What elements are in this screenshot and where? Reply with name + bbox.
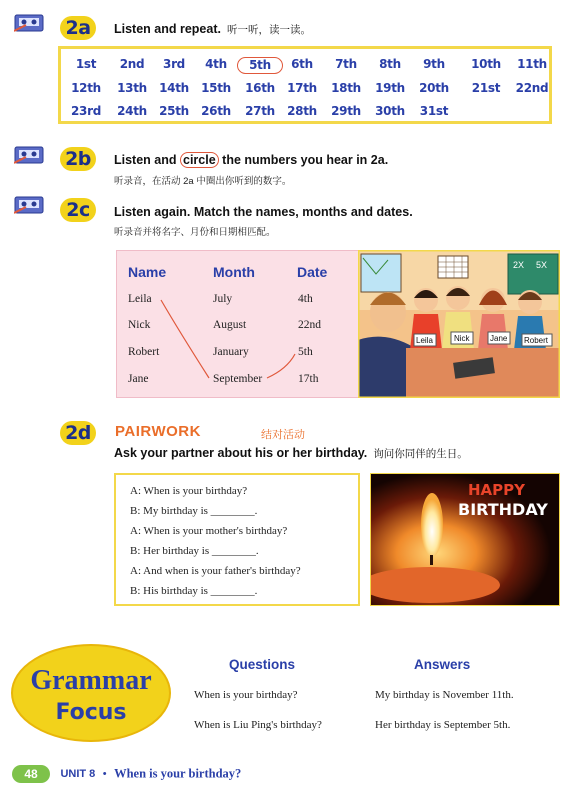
- name-robert: Robert: [128, 346, 160, 358]
- instruction-2d-text: Ask your partner about his or her birthday.: [114, 446, 368, 460]
- birthday-candle-photo: [370, 473, 560, 606]
- pairwork-title: PAIRWORK: [115, 423, 201, 440]
- month-september: September: [213, 373, 263, 385]
- date-4th: 4th: [298, 293, 313, 305]
- dialog-line: A: And when is your father's birthday?: [130, 565, 301, 577]
- date-17th: 17th: [298, 373, 319, 385]
- ordinal-number: 1st: [75, 57, 97, 71]
- ordinal-number: 11th: [517, 57, 547, 71]
- dialog-line: B: His birthday is ________.: [130, 585, 258, 597]
- name-leila: Leila: [128, 293, 152, 305]
- grammar-question: When is Liu Ping's birthday?: [194, 719, 322, 731]
- ordinal-number: 13th: [117, 81, 147, 95]
- date-5th: 5th: [298, 346, 313, 358]
- ordinal-number: 15th: [201, 81, 231, 95]
- section-badge-2d: 2d: [60, 421, 96, 445]
- classroom-illustration: [358, 250, 560, 398]
- ordinal-number: 25th: [159, 104, 189, 118]
- header-date: Date: [297, 264, 328, 280]
- cassette-icon: [14, 146, 44, 164]
- grammar-answer: Her birthday is September 5th.: [375, 719, 511, 731]
- ordinal-number: 7th: [335, 57, 357, 71]
- page-footer: [12, 765, 241, 787]
- ordinal-number: 26th: [201, 104, 231, 118]
- cassette-icon: [14, 14, 44, 32]
- grammar-question: When is your birthday?: [194, 689, 298, 701]
- ordinal-number: 14th: [159, 81, 189, 95]
- matching-lines: [117, 251, 361, 399]
- tag-leila: Leila: [416, 336, 433, 345]
- ordinal-number: 23rd: [70, 104, 101, 118]
- ordinal-number: 19th: [375, 81, 405, 95]
- matching-table: [116, 250, 360, 398]
- ordinal-number: 8th: [379, 57, 401, 71]
- section-badge-2c: 2c: [60, 198, 96, 222]
- page-number: 48: [12, 765, 50, 783]
- card-birthday: BIRTHDAY: [458, 500, 548, 519]
- tag-robert: Robert: [524, 336, 549, 345]
- ordinal-number: 24th: [117, 104, 147, 118]
- instruction-2b: [114, 153, 388, 167]
- ordinal-number: 29th: [331, 104, 361, 118]
- ordinal-number: 21st: [471, 81, 501, 95]
- ordinal-number: 12th: [71, 81, 101, 95]
- ordinal-number: 5th: [237, 57, 283, 74]
- dialog-line: A: When is your mother's birthday?: [130, 525, 288, 537]
- match-line-leila-september: [161, 300, 209, 378]
- dialog-line: B: My birthday is ________.: [130, 505, 258, 517]
- instruction-2b-part1: Listen and: [114, 153, 177, 167]
- name-nick: Nick: [128, 319, 151, 331]
- pairwork-title-zh: 结对活动: [261, 429, 305, 441]
- grammar-focus-badge: [10, 643, 172, 743]
- ordinal-number: 6th: [291, 57, 313, 71]
- dialog-line: A: When is your birthday?: [130, 485, 248, 497]
- ordinal-number: 2nd: [119, 57, 145, 71]
- instruction-2b-circled-word: circle: [180, 152, 219, 168]
- questions-header: Questions: [229, 657, 296, 672]
- match-line-september-5th: [267, 354, 295, 378]
- section-badge-2b: 2b: [60, 147, 96, 171]
- header-name: Name: [128, 264, 167, 280]
- grammar-answer: My birthday is November 11th.: [375, 689, 514, 701]
- instruction-2a-text: Listen and repeat.: [114, 22, 221, 36]
- ordinal-number: 10th: [471, 57, 501, 71]
- ordinal-number: 3rd: [163, 57, 185, 71]
- unit-label: UNIT 8: [60, 768, 96, 780]
- header-month: Month: [213, 264, 255, 280]
- month-july: July: [213, 293, 233, 305]
- card-happy: HAPPY: [468, 481, 526, 499]
- instruction-2b-part2: the numbers you hear in 2a.: [222, 153, 389, 167]
- footer-bullet: •: [102, 768, 107, 780]
- dialog-line: B: Her birthday is ________.: [130, 545, 259, 557]
- date-22nd: 22nd: [298, 319, 321, 331]
- ordinal-number: 16th: [245, 81, 275, 95]
- grammar-title: Grammar: [30, 665, 152, 696]
- ordinal-number: 31st: [419, 104, 449, 118]
- instruction-2d-zh: 询问你同伴的生日。: [373, 448, 468, 460]
- ordinal-number: 22nd: [515, 81, 549, 95]
- ordinal-number: 4th: [205, 57, 227, 71]
- tag-nick: Nick: [454, 334, 470, 343]
- instruction-2b-zh: 听录音，在活动 2a 中圈出你听到的数字。: [114, 176, 292, 187]
- ordinal-number: 30th: [375, 104, 405, 118]
- focus-title: Focus: [55, 700, 127, 725]
- month-august: August: [213, 319, 247, 331]
- section-badge-2a: 2a: [60, 16, 96, 40]
- tag-jane: Jane: [490, 334, 508, 343]
- instruction-2a: [114, 22, 311, 37]
- ordinal-number: 17th: [287, 81, 317, 95]
- instruction-2d: [114, 446, 468, 461]
- board-text-2: 5X: [536, 260, 548, 270]
- board-text: 2X: [513, 260, 525, 270]
- ordinal-number: 20th: [419, 81, 449, 95]
- ordinal-number: 9th: [423, 57, 445, 71]
- instruction-2c-zh: 听录音并将名字、月份和日期相匹配。: [114, 227, 276, 238]
- cassette-icon: [14, 196, 44, 214]
- ordinal-number: 27th: [245, 104, 275, 118]
- instruction-2c: Listen again. Match the names, months and dates.: [114, 205, 413, 219]
- ordinal-number: 28th: [287, 104, 317, 118]
- name-jane: Jane: [128, 373, 149, 385]
- ordinal-number-grid: [58, 46, 552, 124]
- ordinal-number: 18th: [331, 81, 361, 95]
- unit-title: When is your birthday?: [114, 766, 242, 781]
- pairwork-dialog: [114, 473, 360, 606]
- instruction-2a-zh: 听一听，读一读。: [226, 24, 311, 36]
- month-january: January: [213, 346, 249, 358]
- answers-header: Answers: [414, 657, 471, 672]
